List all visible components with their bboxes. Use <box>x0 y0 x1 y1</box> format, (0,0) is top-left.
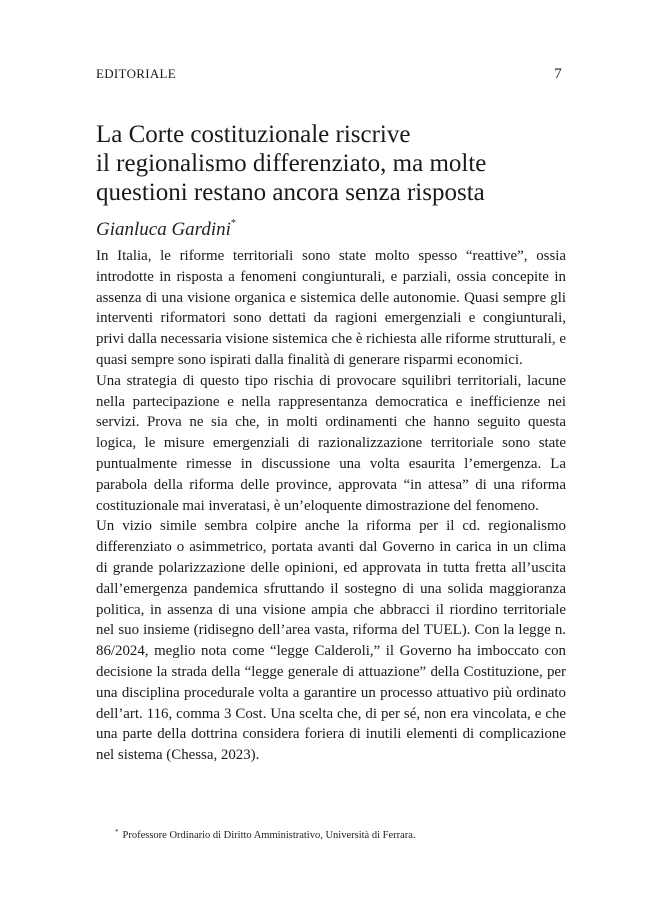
title-line: il regionalismo differenziato, ma molte <box>96 150 487 177</box>
paragraph: Un vizio simile sembra colpire anche la riforma per il cd. regionalismo differenziato o asimmetrico, portata avanti dal Governo in carica in un clima di grande polarizzazione delle opinioni, ed approvata in tutta fretta all’uscita dall’emergenza pandemica sfruttando il sostegno di una solida maggioranza politica, in assenza di una visione ampia che abbracci il riordino territoriale nel suo insieme (ridisegno dell’area vasta, riforma del TUEL). Con la legge n. 86/2024, meglio nota come “legge Calderoli,” il Governo ha imboccato con decisione la strada della “legge generale di attuazione” della Costituzione, per una disciplina procedurale volta a garantire un processo attuativo più ordinato dell’art. 116, comma 3 Cost. Una scelta che, di per sé, non era vincolata, e che una parte della dottrina considera foriera di inutili elementi di complicazione nel sistema (Chessa, 2023). <box>96 518 566 764</box>
title-line: questioni restano ancora senza risposta <box>96 179 485 206</box>
title-line: La Corte costituzionale riscrive <box>96 121 411 148</box>
paragraph: In Italia, le riforme territoriali sono state molto spesso “reattive”, ossia introdotte in risposta a fenomeni congiunturali, e parziali, ossia concepite in assenza di una visione organica e sistemica delle autonomie. Quasi sempre gli interventi riformatori sono dettati da ragioni emergenziali e congiunturali, privi dalla necessaria visione sistemica che è richiesta alle riforme strutturali, e quasi sempre sono ispirati dalla finalità di generare risparmi economici. <box>96 248 566 368</box>
author-footnote-mark: * <box>230 218 236 229</box>
author <box>96 218 236 241</box>
footnote-text: Professore Ordinario di Diritto Amministrativo, Università di Ferrara. <box>122 830 416 841</box>
footnote <box>115 828 555 841</box>
footnote-mark: * <box>115 828 119 836</box>
article-title <box>96 120 566 207</box>
author-name: Gianluca Gardini <box>96 219 231 240</box>
article-body <box>96 246 566 766</box>
running-head <box>96 66 562 83</box>
paragraph: Una strategia di questo tipo rischia di provocare squilibri territoriali, lacune nella partecipazione e nella rappresentanza democratica e inefficienze nei servizi. Prova ne sia che, in molti ordinamenti che hanno seguito questa logica, le misure emergenziali di razionalizzazione territoriale sono state puntualmente rimesse in discussione una volta esaurita l’emergenza. La parabola della riforma delle province, approvata “in attesa” di una riforma costituzionale mai inveratasi, è un’eloquente dimostrazione del fenomeno. <box>96 372 566 514</box>
page-number: 7 <box>554 66 562 82</box>
section-label: EDITORIALE <box>96 66 177 81</box>
